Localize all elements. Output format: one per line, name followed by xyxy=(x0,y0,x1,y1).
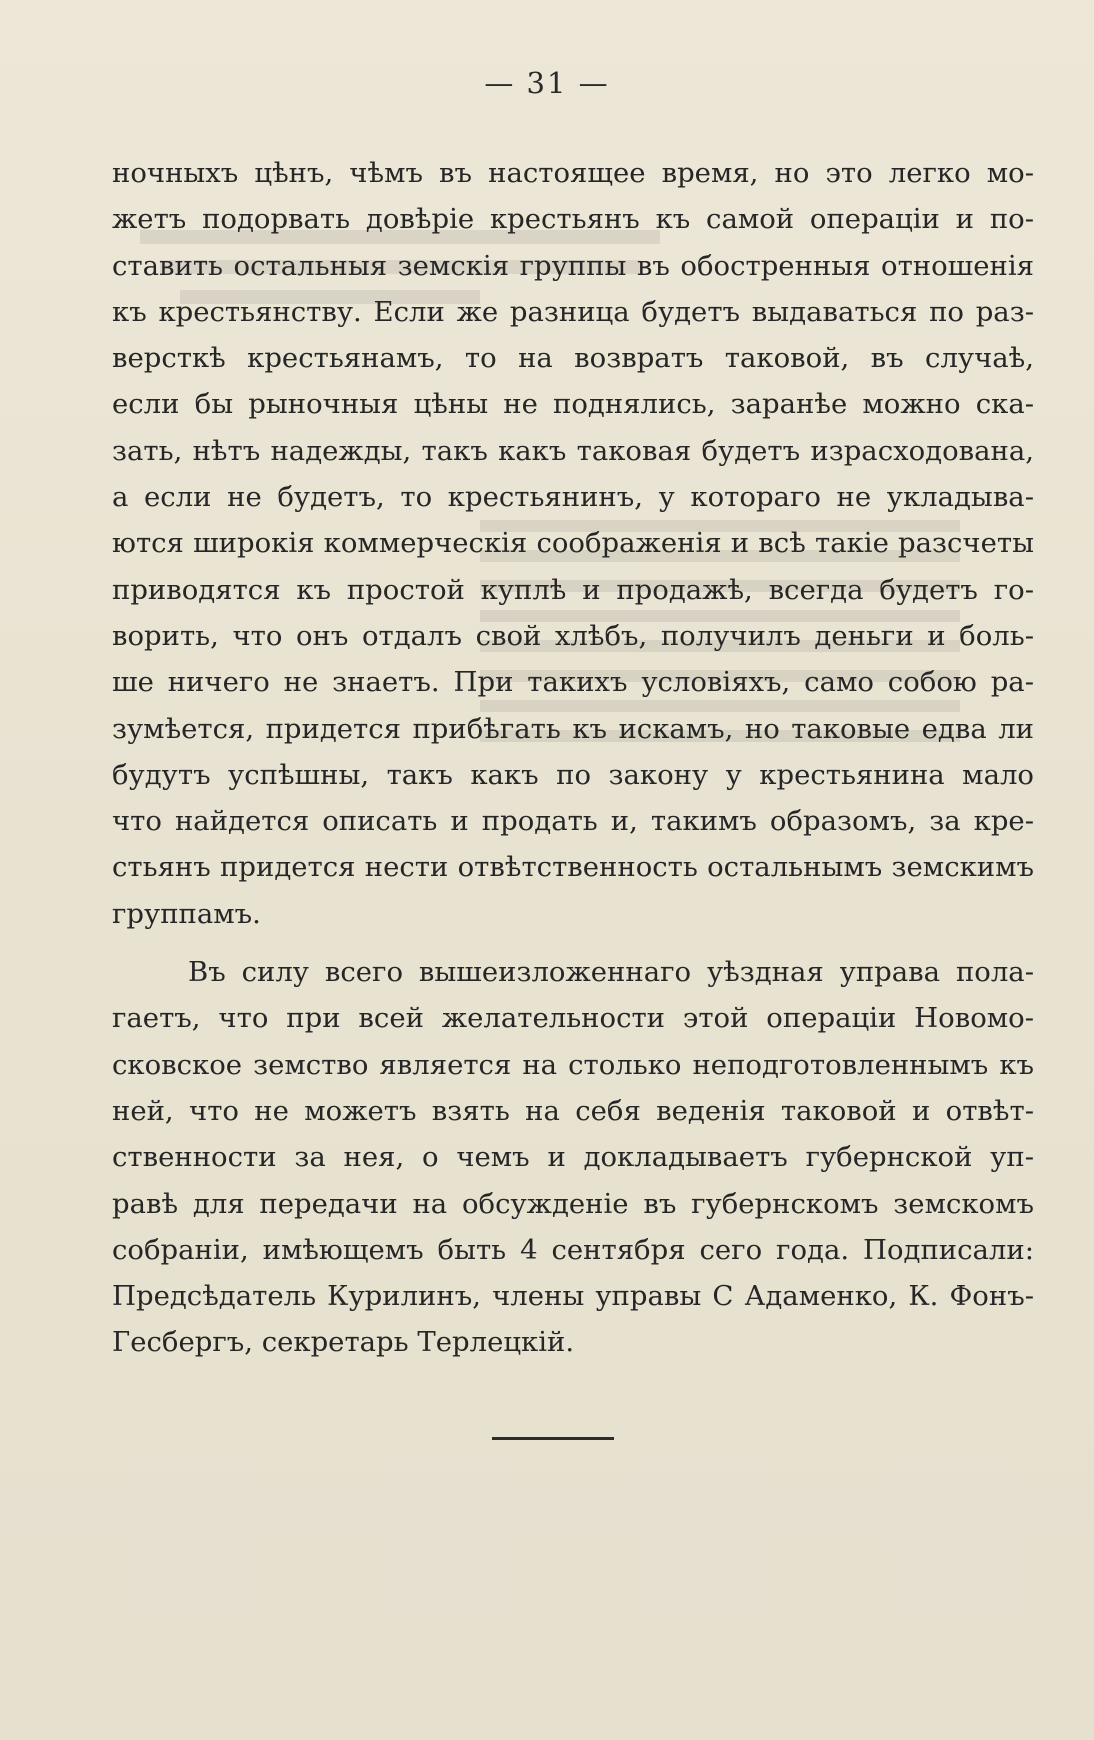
text-line: Предсѣдатель Курилинъ, члены управы С Адаменко, К. Фонъ- xyxy=(112,1280,1034,1313)
text-line: если бы рыночныя цѣны не поднялись, заранѣе можно ска- xyxy=(112,388,1034,421)
text-line: къ крестьянству. Если же разница будетъ выдаваться по раз- xyxy=(112,295,1034,328)
text-line: гаетъ, что при всей желательности этой операціи Новомо- xyxy=(112,1002,1034,1035)
text-line: зумѣется, придется прибѣгать къ искамъ, но таковые едва ли xyxy=(112,712,1034,745)
text-line: зать, нѣтъ надежды, такъ какъ таковая будетъ израсходована, xyxy=(112,434,1034,467)
paragraph-2 xyxy=(112,949,1034,1366)
text-line: равѣ для передачи на обсужденіе въ губернскомъ земскомъ xyxy=(112,1187,1034,1220)
paragraph-1 xyxy=(112,150,1034,937)
text-line: ночныхъ цѣнъ, чѣмъ въ настоящее время, но это легко мо- xyxy=(112,157,1034,189)
text-line: ставить остальныя земскія группы въ обостренныя отношенія xyxy=(112,249,1034,282)
text-line: будутъ успѣшны, такъ какъ по закону у крестьянина мало xyxy=(112,758,1034,791)
body-text xyxy=(112,150,1034,1366)
text-line: Въ силу всего вышеизложеннаго уѣздная управа пола- xyxy=(188,956,1034,989)
text-line: а если не будетъ, то крестьянинъ, у котораго не укладыва- xyxy=(112,481,1034,514)
text-line: собраніи, имѣющемъ быть 4 сентября сего года. Подписали: xyxy=(112,1233,1034,1266)
text-line: ше ничего не знаетъ. При такихъ условіяхъ, само собою ра- xyxy=(112,666,1034,699)
text-line: ней, что не можетъ взять на себя веденія таковой и отвѣт- xyxy=(112,1094,1034,1127)
page-number: — 31 — xyxy=(484,66,610,100)
text-line: жетъ подорвать довѣріе крестьянъ къ самой операціи и по- xyxy=(112,203,1034,236)
text-line: ственности за нея, о чемъ и докладываетъ губернской уп- xyxy=(112,1141,1034,1174)
text-line: что найдется описать и продать и, такимъ образомъ, за кре- xyxy=(112,805,1034,838)
text-line: версткѣ крестьянамъ, то на возвратъ таковой, въ случаѣ, xyxy=(112,342,1034,375)
text-line: ются широкія коммерческія соображенія и всѣ такіе разсчеты xyxy=(112,527,1034,560)
text-line: сковское земство является на столько неподготовленнымъ къ xyxy=(112,1048,1034,1081)
end-rule xyxy=(492,1437,614,1440)
text-line: приводятся къ простой куплѣ и продажѣ, всегда будетъ го- xyxy=(112,573,1034,606)
text-line: стьянъ придется нести отвѣтственность остальнымъ земскимъ xyxy=(112,851,1034,884)
text-line: группамъ. xyxy=(112,897,261,930)
text-line: ворить, что онъ отдалъ свой хлѣбъ, получилъ деньги и боль- xyxy=(112,619,1034,652)
text-line: Гесбергъ, секретарь Терлецкій. xyxy=(112,1326,575,1359)
